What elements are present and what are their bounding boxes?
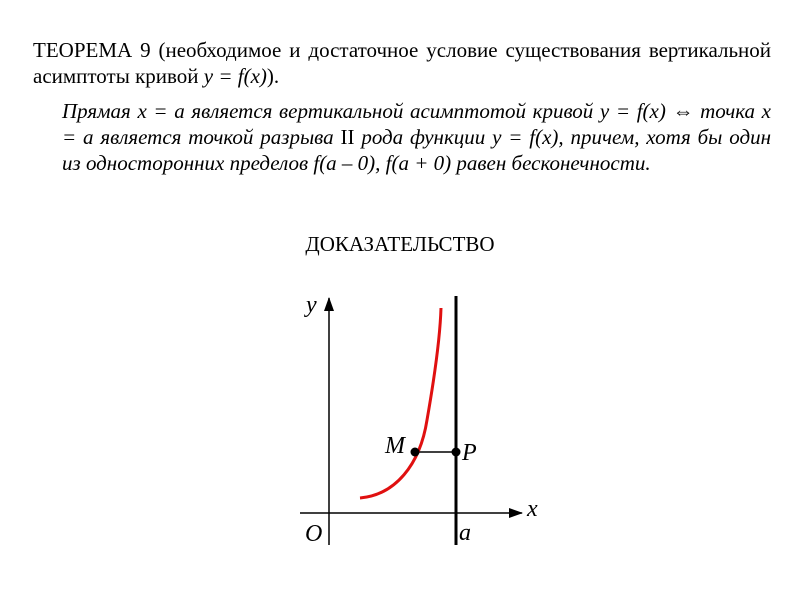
origin-label: O [305, 521, 323, 547]
statement-part-3: рода функции y = f(x), причем, хотя бы один из односторонних пределов f(a – 0), f(a + 0) равен бесконечности. [62, 125, 771, 175]
point-m-label: M [385, 433, 405, 459]
statement-part-2: точка x = a является точкой разрыва [62, 99, 771, 149]
theorem-head: ТЕОРЕМА 9 (необходимое и достаточное условие существования вертикальной асимптоты кривой [33, 38, 771, 88]
asymptote-a-label: a [459, 520, 471, 546]
iff-symbol: ⇔ [672, 99, 694, 123]
discontinuity-kind: II [340, 125, 355, 149]
point-m [411, 448, 420, 457]
theorem-formula: y = f(x) [203, 64, 267, 88]
proof-heading: ДОКАЗАТЕЛЬСТВО [305, 232, 495, 256]
point-p [452, 448, 461, 457]
statement-part-1: Прямая x = a является вертикальной асимптотой кривой y = f(x) [62, 99, 673, 123]
point-p-label: P [462, 440, 477, 466]
theorem-tail: ). [266, 64, 280, 88]
y-axis-label: y [306, 292, 317, 318]
function-curve [360, 308, 441, 498]
x-axis-label: x [527, 496, 538, 522]
